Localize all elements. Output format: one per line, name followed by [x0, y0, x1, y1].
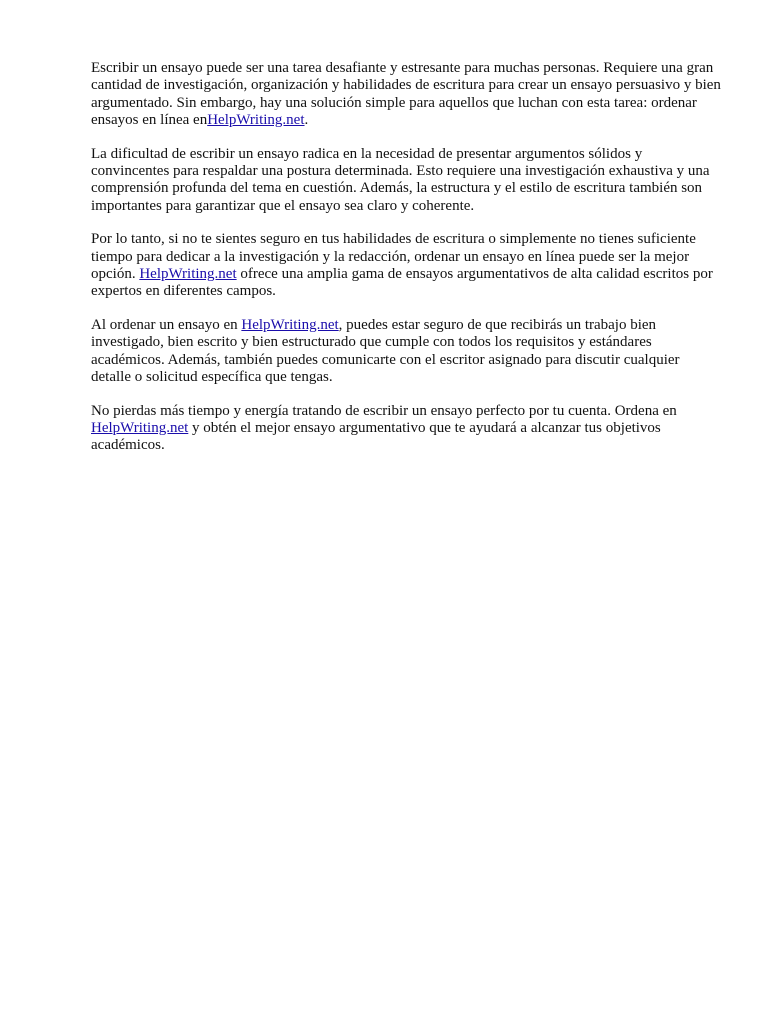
paragraph-text: y obtén el mejor ensayo argumentativo que te ayudará a alcanzar tus objetivos académicos. [91, 419, 661, 454]
paragraph-text: . [304, 112, 309, 129]
paragraph-text: Al ordenar un ensayo en [91, 316, 242, 333]
helpwriting-link[interactable]: HelpWriting.net [241, 316, 339, 333]
paragraph-intro [91, 60, 721, 130]
paragraph-text: , puedes estar seguro de que recibirás un trabajo bien investigado, bien escrito y bien estructurado que cumple con todos los requisitos y estándares académicos. Además, también puedes comunicarte con el escritor asignado para discutir cualquier detalle o solicitud específica que tengas. [91, 316, 680, 386]
paragraph-text: Escribir un ensayo puede ser una tarea desafiante y estresante para muchas personas. Requiere una gran cantidad de investigación, organización y habilidades de escritura para crear un ensayo persuasivo y bien argumentado. Sin embargo, hay una solución simple para aquellos que luchan con esta tarea: ordenar ensayos en línea en [91, 60, 721, 129]
paragraph-difficulty [91, 146, 721, 216]
helpwriting-link[interactable]: HelpWriting.net [91, 419, 189, 436]
paragraph-ordering [91, 317, 721, 387]
helpwriting-link[interactable]: HelpWriting.net [139, 266, 237, 283]
helpwriting-link[interactable]: HelpWriting.net [207, 112, 305, 129]
paragraph-text: No pierdas más tiempo y energía tratando de escribir un ensayo perfecto por tu cuenta. Ordena en [91, 402, 677, 419]
paragraph-text: ofrece una amplia gama de ensayos argumentativos de alta calidad escritos por expertos en diferentes campos. [91, 266, 713, 300]
paragraph-option [91, 231, 721, 301]
paragraph-conclusion [91, 403, 721, 455]
document-body [91, 60, 721, 471]
paragraph-text: Por lo tanto, si no te sientes seguro en tus habilidades de escritura o simplemente no tienes suficiente tiempo para dedicar a la investigación y la redacción, ordenar un ensayo en línea puede ser la mejor opción. [91, 231, 696, 283]
paragraph-text: La dificultad de escribir un ensayo radica en la necesidad de presentar argumentos sólidos y convincentes para respaldar una postura determinada. Esto requiere una investigación exhaustiva y una comprensión profunda del tema en cuestión. Además, la estructura y el estilo de escritura también son importantes para garantizar que el ensayo sea claro y coherente. [91, 145, 710, 214]
